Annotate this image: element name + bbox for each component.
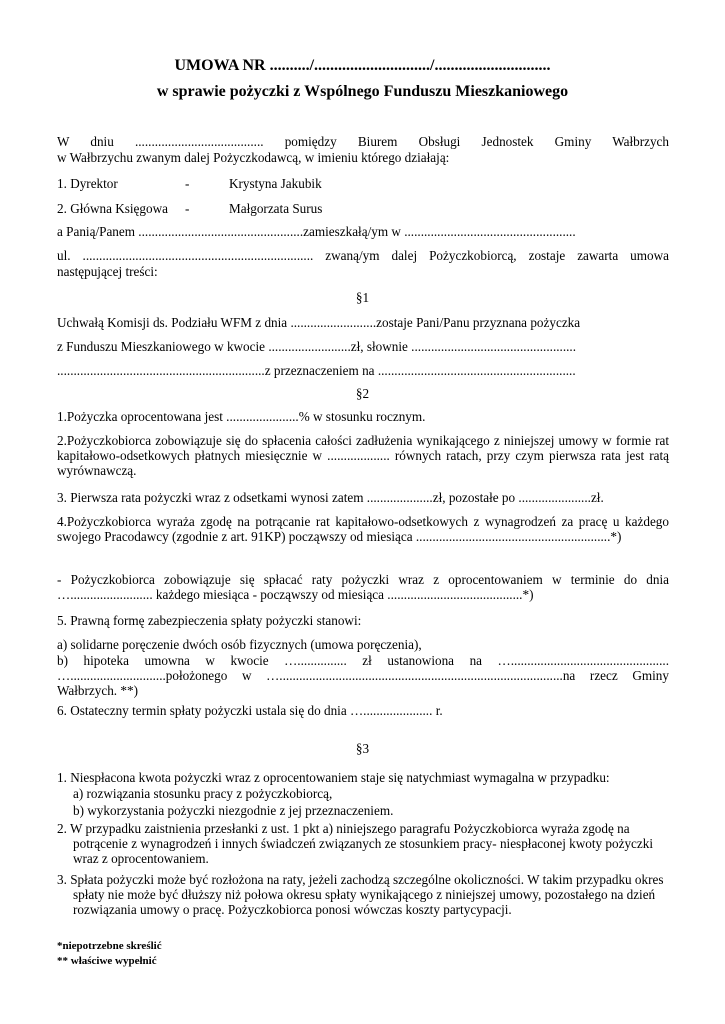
section-3-point-1a: a) rozwiązania stosunku pracy z pożyczkobiorcą, <box>73 786 333 801</box>
section-2-point-5: 5. Prawną formę zabezpieczenia spłaty pożyczki stanowi: <box>57 613 362 628</box>
footnote-2: ** właściwe wypełnić <box>57 955 157 967</box>
section-3-heading: §3 <box>355 741 370 756</box>
signatory-2-separator: - <box>185 201 190 216</box>
section-1-line-2: z Funduszu Mieszkaniowego w kwocie .........................zł, słownie .................................................. <box>57 339 577 354</box>
signatory-2-role: 2. Główna Księgowa <box>57 201 168 216</box>
borrower-line-2: ul. ...................................................................... zwaną/ym dalej Pożyczkobiorcą, zostaje zawarta umowa <box>57 248 669 263</box>
section-2-point-6: 6. Ostateczny termin spłaty pożyczki ustala się do dnia …..................... r. <box>57 703 443 718</box>
signatory-1-name: Krystyna Jakubik <box>229 176 322 191</box>
section-2-point-2: 2.Pożyczkobiorca zobowiązuje się do spłacenia całości zadłużenia wynikającego z niniejszej umowy w formie rat kapitałowo-odsetkowych płatnych miesięcznie w ................... równych ratach, przy czym pierwsza rata jest ratą wyrównawczą. <box>57 433 669 478</box>
signatory-1-separator: - <box>185 176 190 191</box>
borrower-line-3: następującej treści: <box>57 264 158 279</box>
section-3-point-1: 1. Niespłacona kwota pożyczki wraz z oprocentowaniem staje się natychmiast wymagalna w przypadku: <box>57 770 610 785</box>
document-title: UMOWA NR ........../............................./............................. <box>174 57 551 74</box>
signatory-2-name: Małgorzata Surus <box>229 201 323 216</box>
signatory-1-role: 1. Dyrektor <box>57 176 118 191</box>
section-2-point-5a: a) solidarne poręczenie dwóch osób fizycznych (umowa poręczenia), <box>57 637 422 652</box>
section-3-point-3: 3. Spłata pożyczki może być rozłożona na raty, jeżeli zachodzą szczególne okoliczności. W takim przypadku okres spłaty nie może być dłuższy niż połowa okresu spłaty wynikającego z niniejszej umowy, pozostałego na dzień rozwiązania umowy o pracę. Pożyczkobiorca ponosi wówczas koszty partycypacji. <box>57 872 664 917</box>
section-2-point-5b: b) hipoteka umowna w kwocie …............... zł ustanowiona na …................................................ ….............................położonego w …......................................................................................na rzecz Gminy Wałbrzych. **) <box>57 653 669 698</box>
borrower-line-1: a Panią/Panem ..................................................zamieszkałą/ym w .................................................... <box>57 224 576 239</box>
section-3-point-1b: b) wykorzystania pożyczki niezgodnie z jej przeznaczeniem. <box>73 803 394 818</box>
section-1-heading: §1 <box>355 290 370 305</box>
section-2-heading: §2 <box>355 386 370 401</box>
section-1-line-3: ...............................................................z przeznaczeniem na ............................................................ <box>57 363 576 378</box>
footnote-1: *niepotrzebne skreślić <box>57 940 162 952</box>
section-2-point-1: 1.Pożyczka oprocentowana jest ......................% w stosunku rocznym. <box>57 409 426 424</box>
section-2-point-3: 3. Pierwsza rata pożyczki wraz z odsetkami wynosi zatem ....................zł, pozostałe po ......................zł. <box>57 490 604 505</box>
intro-line-2: w Wałbrzychu zwanym dalej Pożyczkodawcą, w imieniu którego działają: <box>57 150 450 165</box>
section-3-point-2: 2. W przypadku zaistnienia przesłanki z ust. 1 pkt a) niniejszego paragrafu Pożyczkobiorca wyraża zgodę na potrącenie z wynagrodzeń i innych świadczeń związanych ze stosunkiem pracy- niespłaconej kwoty pożyczki wraz z oprocentowaniem. <box>57 821 654 866</box>
intro-line-1: W dniu ....................................... pomiędzy Biurem Obsługi Jednostek Gminy Wałbrzych <box>57 134 669 149</box>
section-2-point-4: 4.Pożyczkobiorca wyraża zgodę na potrącanie rat kapitałowo-odsetkowych z wynagrodzeń za pracę u każdego swojego Pracodawcy (zgodnie z art. 91KP) począwszy od miesiąca ...........................................................*) <box>57 514 669 544</box>
section-1-line-1: Uchwałą Komisji ds. Podziału WFM z dnia ..........................zostaje Pani/Panu przyznana pożyczka <box>57 315 581 330</box>
document-subtitle: w sprawie pożyczki z Wspólnego Funduszu Mieszkaniowego <box>156 83 569 100</box>
section-2-point-4-alt: - Pożyczkobiorca zobowiązuje się spłacać raty pożyczki wraz z oprocentowaniem w terminie do dnia …......................... każdego miesiąca - począwszy od miesiąca .........................................*) <box>57 572 669 602</box>
